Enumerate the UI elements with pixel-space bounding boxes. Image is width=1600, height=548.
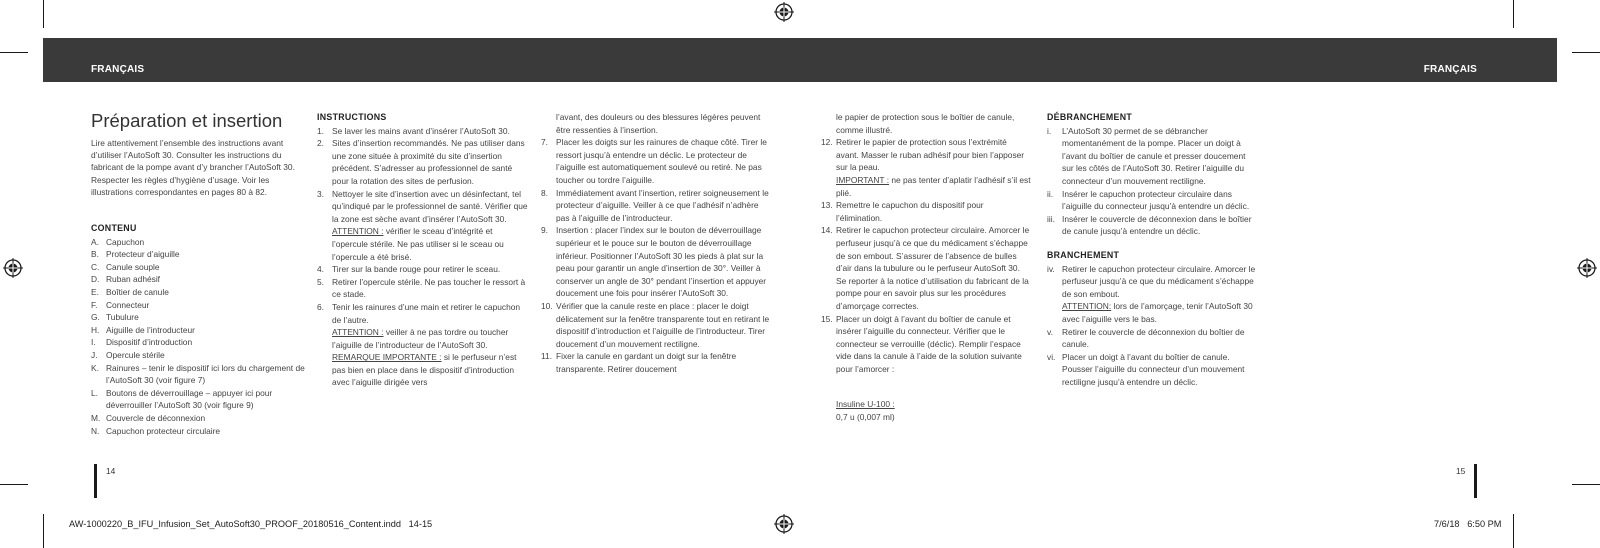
- contents-heading: CONTENU: [91, 223, 137, 233]
- registration-mark-icon: [774, 514, 794, 534]
- disconnect-heading: DÉBRANCHEMENT: [1047, 112, 1133, 122]
- crop-mark: [43, 0, 44, 28]
- list-item: 13. Remettre le capuchon du dispositif pour l’élimination.: [821, 200, 984, 223]
- caution-label: ATTENTION :: [332, 327, 384, 338]
- list-item: 15. Placer un doigt à l’avant du boîtier de canule et insérer l’aiguille du connecteur. Vérifier que le connecteur se verrouille (déclic). Remplir l’espace vide dans la canule à l’aide de la solution suivante pour l’amorcer :: [821, 313, 1022, 374]
- list-item: H. Aiguille de l’introducteur: [91, 324, 195, 335]
- crop-mark: [0, 484, 28, 485]
- important-note-label: REMARQUE IMPORTANTE :: [332, 352, 442, 363]
- crop-mark: [43, 514, 44, 548]
- list-item: iv. Retirer le capuchon protecteur circulaire. Amorcer le perfuseur jusqu’à ce que du médicament s’échappe de son embout. ATTENTION: lors de l’amorçage, tenir l’AutoSoft 30 avec l’aiguille vers le bas.: [1047, 263, 1256, 324]
- list-item: 6. Tenir les rainures d’une main et retirer le capuchon de l’autre. ATTENTION : veiller à ne pas tordre ou toucher l’aiguille de l’introducteur de l’AutoSoft 30. REMARQUE IMPORTANTE : si le perfuseur n’est pas bien en place dans le dispositif d’introduction avec l’aiguille dirigée vers: [317, 301, 521, 388]
- crop-mark: [0, 52, 28, 53]
- registration-mark-icon: [1577, 258, 1597, 278]
- list-item: 11. Fixer la canule en gardant un doigt sur la fenêtre transparente. Retirer doucement: [541, 351, 737, 374]
- contents-list: [91, 236, 306, 438]
- page-number-left: 14: [106, 466, 116, 476]
- disconnect-list: [1047, 125, 1257, 238]
- intro-paragraph: Lire attentivement l’ensemble des instructions avant d’utiliser l’AutoSoft 30. Consulter les instructions du fabricant de la pompe avant d’y brancher l’AutoSoft 30. Respecter les règles d’hygiène d’usage. Voir les illustrations correspondantes en pages 80 à 82.: [91, 138, 295, 197]
- list-item: E. Boîtier de canule: [91, 286, 169, 297]
- crop-mark: [1513, 514, 1514, 548]
- instructions-heading: INSTRUCTIONS: [317, 112, 387, 122]
- list-item: B. Protecteur d’aiguille: [91, 249, 180, 260]
- caution-label: ATTENTION :: [332, 226, 384, 237]
- list-item: i. L’AutoSoft 30 permet de se débrancher momentanément de la pompe. Placer un doigt à l’avant du boîtier de canule et presser doucement sur les côtés de l’AutoSoft 30. Retirer l’aiguille du connecteur d’un mouvement rectiligne.: [1047, 125, 1246, 186]
- list-item: vi. Placer un doigt à l’avant du boîtier de canule. Pousser l’aiguille du connecteur d’un mouvement rectiligne jusqu’à entendre un déclic.: [1047, 351, 1245, 387]
- crop-mark: [1513, 0, 1514, 28]
- page-number-bar: [1474, 464, 1477, 498]
- list-item: 7. Placer les doigts sur les rainures de chaque côté. Tirer le ressort jusqu’à entendre un déclic. Le protecteur de l’aiguille est automatiquement soulevé ou retiré. Ne pas toucher ou tordre l’aiguille.: [541, 137, 767, 185]
- list-item: v. Retirer le couvercle de déconnexion du boîtier de canule.: [1047, 326, 1245, 350]
- language-label-right: FRANÇAIS: [1423, 64, 1477, 75]
- list-item: D. Ruban adhésif: [91, 274, 161, 285]
- insulin-dose: [836, 398, 1026, 423]
- instructions-list-continued: [541, 136, 773, 375]
- instructions-list-right: [821, 136, 1031, 375]
- list-item: K. Rainures – tenir le dispositif ici lors du chargement de l’AutoSoft 30 (voir figure 7): [91, 362, 305, 386]
- instructions-continued: [541, 111, 773, 375]
- list-item: I. Dispositif d’introduction: [91, 337, 193, 348]
- list-item: F. Connecteur: [91, 299, 150, 310]
- list-item: G. Tubulure: [91, 312, 139, 323]
- connect-heading: BRANCHEMENT: [1047, 249, 1120, 260]
- page-number-bar: [94, 464, 97, 498]
- page-title: Préparation et insertion: [91, 110, 283, 131]
- list-item: A. Capuchon: [91, 236, 145, 247]
- slug-filename: AW-1000220_B_IFU_Infusion_Set_AutoSoft30_PROOF_20180516_Content.indd 14-15: [69, 519, 433, 529]
- list-item: ii. Insérer le capuchon protecteur circulaire dans l’aiguille du connecteur jusqu’à entendre un déclic.: [1047, 188, 1250, 212]
- list-item: J. Opercule stérile: [91, 349, 165, 360]
- list-item: 5. Retirer l’opercule stérile. Ne pas toucher le ressort à ce stade.: [317, 276, 526, 300]
- instructions-right-page: [821, 111, 1031, 375]
- list-item: C. Canule souple: [91, 261, 160, 272]
- list-item: 10. Vérifier que la canule reste en place : placer le doigt délicatement sur la fenêtre transparente tout en retirant le dispositif d’introduction et l’aiguille de l’introducteur. Tirer doucement d’un mouvement rectiligne.: [541, 300, 770, 349]
- list-item: 12. Retirer le papier de protection sous l’extrémité avant. Masser le ruban adhésif pour bien l’apposer sur la peau. IMPORTANT : ne pas tenter d’aplatir l’adhésif s’il est plié.: [821, 137, 1031, 198]
- list-item: L. Boutons de déverrouillage – appuyer ici pour déverrouiller l’AutoSoft 30 (voir figure 9): [91, 387, 273, 411]
- slug-date: 7/6/18 6:50 PM: [1434, 519, 1502, 529]
- list-item: M. Couvercle de déconnexion: [91, 412, 206, 423]
- important-label: IMPORTANT :: [836, 174, 890, 185]
- list-item: 2. Sites d’insertion recommandés. Ne pas utiliser dans une zone située à proximité du site d’insertion précédent. S’adresser au professionnel de santé pour la rotation des sites de perfusion.: [317, 138, 525, 186]
- page-number-right: 15: [1456, 466, 1466, 476]
- registration-mark-icon: [774, 2, 794, 22]
- list-item: 4. Tirer sur la bande rouge pour retirer le sceau.: [317, 264, 501, 275]
- list-item: iii. Insérer le couvercle de déconnexion dans le boîtier de canule jusqu’à entendre un déclic.: [1047, 213, 1252, 237]
- continued-text: le papier de protection sous le boîtier de canule, comme illustré.: [836, 112, 1015, 135]
- disconnect-section: [1047, 111, 1257, 388]
- insulin-value: 0,7 u (0,007 ml): [836, 411, 895, 422]
- list-item: 14. Retirer le capuchon protecteur circulaire. Amorcer le perfuseur jusqu’à ce que du médicament s’échappe de son embout. S’assurer de l’absence de bulles d’air dans la tubulure ou le perfuseur AutoSoft 30. Se reporter à la notice d’utilisation du fabricant de la pompe pour en savoir plus sur les procédures d’amorçage correctes.: [821, 225, 1030, 311]
- caution-label: ATTENTION:: [1062, 301, 1112, 312]
- list-item: N. Capuchon protecteur circulaire: [91, 425, 221, 436]
- header-band: [43, 38, 1557, 82]
- list-item: 1. Se laver les mains avant d’insérer l’AutoSoft 30.: [317, 125, 510, 136]
- registration-mark-icon: [3, 258, 23, 278]
- connect-list: [1047, 263, 1257, 389]
- crop-mark: [1572, 52, 1600, 53]
- continued-text: l’avant, des douleurs ou des blessures légères peuvent être ressenties à l’insertion.: [556, 112, 761, 135]
- list-item: 9. Insertion : placer l’index sur le bouton de déverrouillage supérieur et le pouce sur le bouton de déverrouillage inférieur. Positionner l’AutoSoft 30 les pieds à plat sur la peau pour garantir un angle d’insertion de 30°. Veiller à conserver un angle de 30° pendant l’insertion et appuyer doucement une fois pour insérer l’AutoSoft 30.: [541, 225, 767, 299]
- list-item: 3. Nettoyer le site d’insertion avec un désinfectant, tel qu’indiqué par le professionnel de santé. Vérifier que la zone est sèche avant d’insérer l’AutoSoft 30. ATTENTION : vérifier le sceau d’intégrité et l’opercule stérile. Ne pas utiliser si le sceau ou l’opercule a été brisé.: [317, 188, 528, 262]
- instructions-list: [317, 125, 529, 389]
- insulin-label: Insuline U-100 :: [836, 399, 895, 409]
- list-item: 8. Immédiatement avant l’insertion, retirer soigneusement le protecteur d’aiguille. Veiller à ce que l’adhésif n’adhère pas à l’aiguille de l’introducteur.: [541, 187, 769, 223]
- contents-section: [91, 222, 306, 437]
- language-label-left: FRANÇAIS: [91, 64, 145, 75]
- instructions-section: [317, 111, 529, 389]
- crop-mark: [1572, 484, 1600, 485]
